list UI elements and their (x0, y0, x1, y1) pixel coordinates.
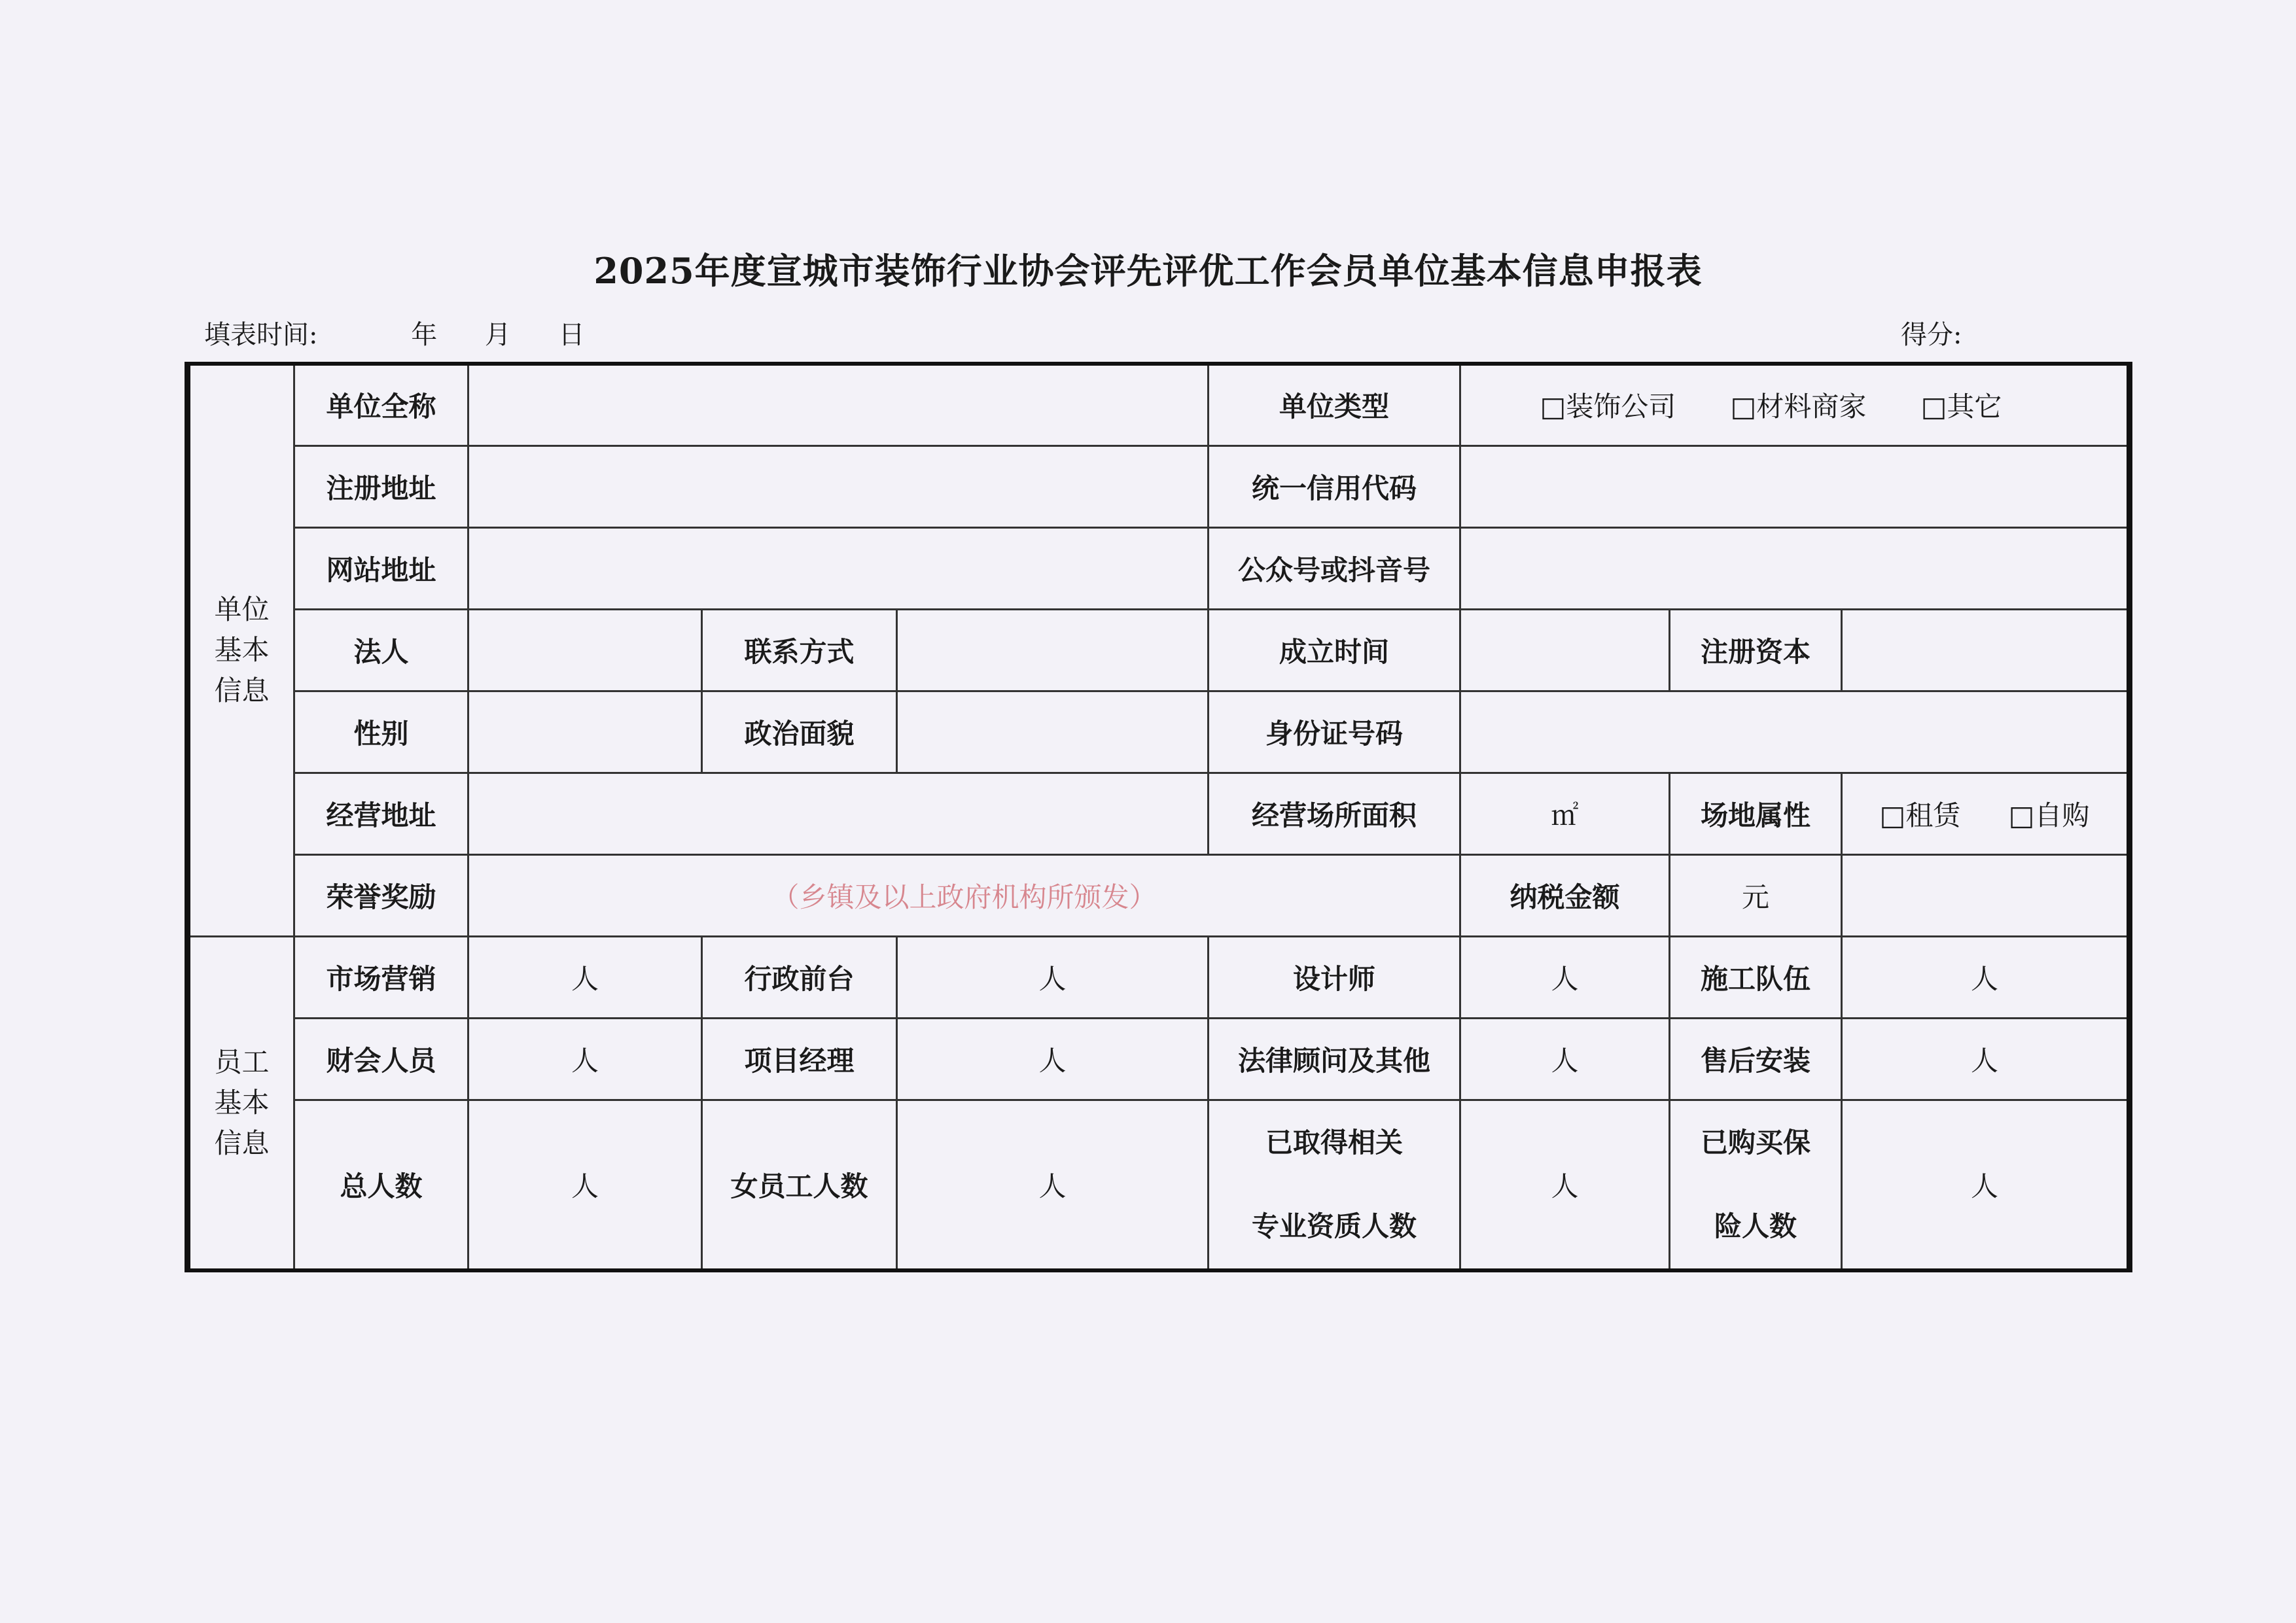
label-site-attr: 场地属性 (1670, 773, 1842, 854)
option-material-merchant[interactable]: □材料商家 (1730, 391, 1867, 423)
label-qualified: 已取得相关 专业资质人数 (1209, 1100, 1460, 1270)
field-legal-person[interactable] (468, 609, 702, 691)
field-total[interactable]: 人 (468, 1100, 702, 1270)
label-honors: 荣誉奖励 (294, 854, 468, 936)
field-wechat[interactable] (1460, 527, 2130, 609)
label-gender: 性别 (294, 691, 468, 773)
fill-time-label: 填表时间: (204, 320, 318, 350)
field-reg-capital[interactable] (1842, 609, 2130, 691)
label-credit-code: 统一信用代码 (1209, 445, 1460, 527)
field-website[interactable] (468, 527, 1209, 609)
section-unit-info: 单位 基本 信息 (188, 364, 294, 936)
option-owned[interactable]: □自购 (2008, 799, 2090, 831)
label-reg-address: 注册地址 (294, 445, 468, 527)
area-unit: ㎡ (1551, 799, 1579, 831)
field-after-sales[interactable]: 人 (1842, 1018, 2130, 1100)
day-label: 日 (558, 320, 585, 350)
label-legal-other: 法律顾问及其他 (1209, 1018, 1460, 1100)
label-after-sales: 售后安装 (1670, 1018, 1842, 1100)
score-label: 得分: (1901, 320, 1962, 350)
year-label: 年 (411, 320, 438, 350)
field-political[interactable] (897, 691, 1209, 773)
section-staff-info: 员工 基本 信息 (188, 936, 294, 1270)
label-marketing: 市场营销 (294, 936, 468, 1018)
yuan-unit: 元 (1742, 881, 1770, 913)
label-contact: 联系方式 (702, 609, 897, 691)
field-gender[interactable] (468, 691, 702, 773)
option-decoration-company[interactable]: □装饰公司 (1540, 391, 1676, 423)
label-total: 总人数 (294, 1100, 468, 1270)
field-honors[interactable] (468, 854, 1460, 936)
label-political: 政治面貌 (702, 691, 897, 773)
field-marketing[interactable]: 人 (468, 936, 702, 1018)
label-female: 女员工人数 (702, 1100, 897, 1270)
label-construction: 施工队伍 (1670, 936, 1842, 1018)
label-biz-address: 经营地址 (294, 773, 468, 854)
label-reg-capital: 注册资本 (1670, 609, 1842, 691)
label-front-desk: 行政前台 (702, 936, 897, 1018)
field-front-desk[interactable]: 人 (897, 936, 1209, 1018)
field-credit-code[interactable] (1460, 445, 2130, 527)
label-wechat: 公众号或抖音号 (1209, 527, 1460, 609)
field-contact[interactable] (897, 609, 1209, 691)
field-insured[interactable]: 人 (1842, 1100, 2130, 1270)
option-other[interactable]: □其它 (1920, 391, 2002, 423)
label-designer: 设计师 (1209, 936, 1460, 1018)
field-construction[interactable]: 人 (1842, 936, 2130, 1018)
field-designer[interactable]: 人 (1460, 936, 1670, 1018)
label-unit-name: 单位全称 (294, 364, 468, 445)
info-form-table (185, 362, 2132, 1272)
field-founded[interactable] (1460, 609, 1670, 691)
label-pm: 项目经理 (702, 1018, 897, 1100)
label-biz-area: 经营场所面积 (1209, 773, 1460, 854)
field-qualified[interactable]: 人 (1460, 1100, 1670, 1270)
field-unit-name[interactable] (468, 364, 1209, 445)
label-tax: 纳税金额 (1460, 854, 1670, 936)
label-legal-person: 法人 (294, 609, 468, 691)
field-female[interactable]: 人 (897, 1100, 1209, 1270)
field-id-number[interactable] (1460, 691, 2130, 773)
month-label: 月 (484, 320, 511, 350)
unit-type-options (1460, 364, 2130, 445)
form-title: 2025年度宣城市装饰行业协会评先评优工作会员单位基本信息申报表 (593, 250, 1703, 292)
field-reg-address[interactable] (468, 445, 1209, 527)
fill-time-row (204, 314, 585, 351)
field-pm[interactable]: 人 (897, 1018, 1209, 1100)
field-legal-other[interactable]: 人 (1460, 1018, 1670, 1100)
label-website: 网站地址 (294, 527, 468, 609)
label-insured: 已购买保 险人数 (1670, 1100, 1842, 1270)
field-tax[interactable] (1670, 854, 1842, 936)
honors-note: （乡镇及以上政府机构所颁发） (771, 881, 1157, 913)
field-finance[interactable]: 人 (468, 1018, 702, 1100)
label-id-number: 身份证号码 (1209, 691, 1460, 773)
label-unit-type: 单位类型 (1209, 364, 1460, 445)
field-biz-address[interactable] (468, 773, 1209, 854)
field-biz-area[interactable] (1460, 773, 1670, 854)
label-founded: 成立时间 (1209, 609, 1460, 691)
option-rent[interactable]: □租赁 (1879, 799, 1961, 831)
label-finance: 财会人员 (294, 1018, 468, 1100)
site-options (1842, 773, 2130, 854)
